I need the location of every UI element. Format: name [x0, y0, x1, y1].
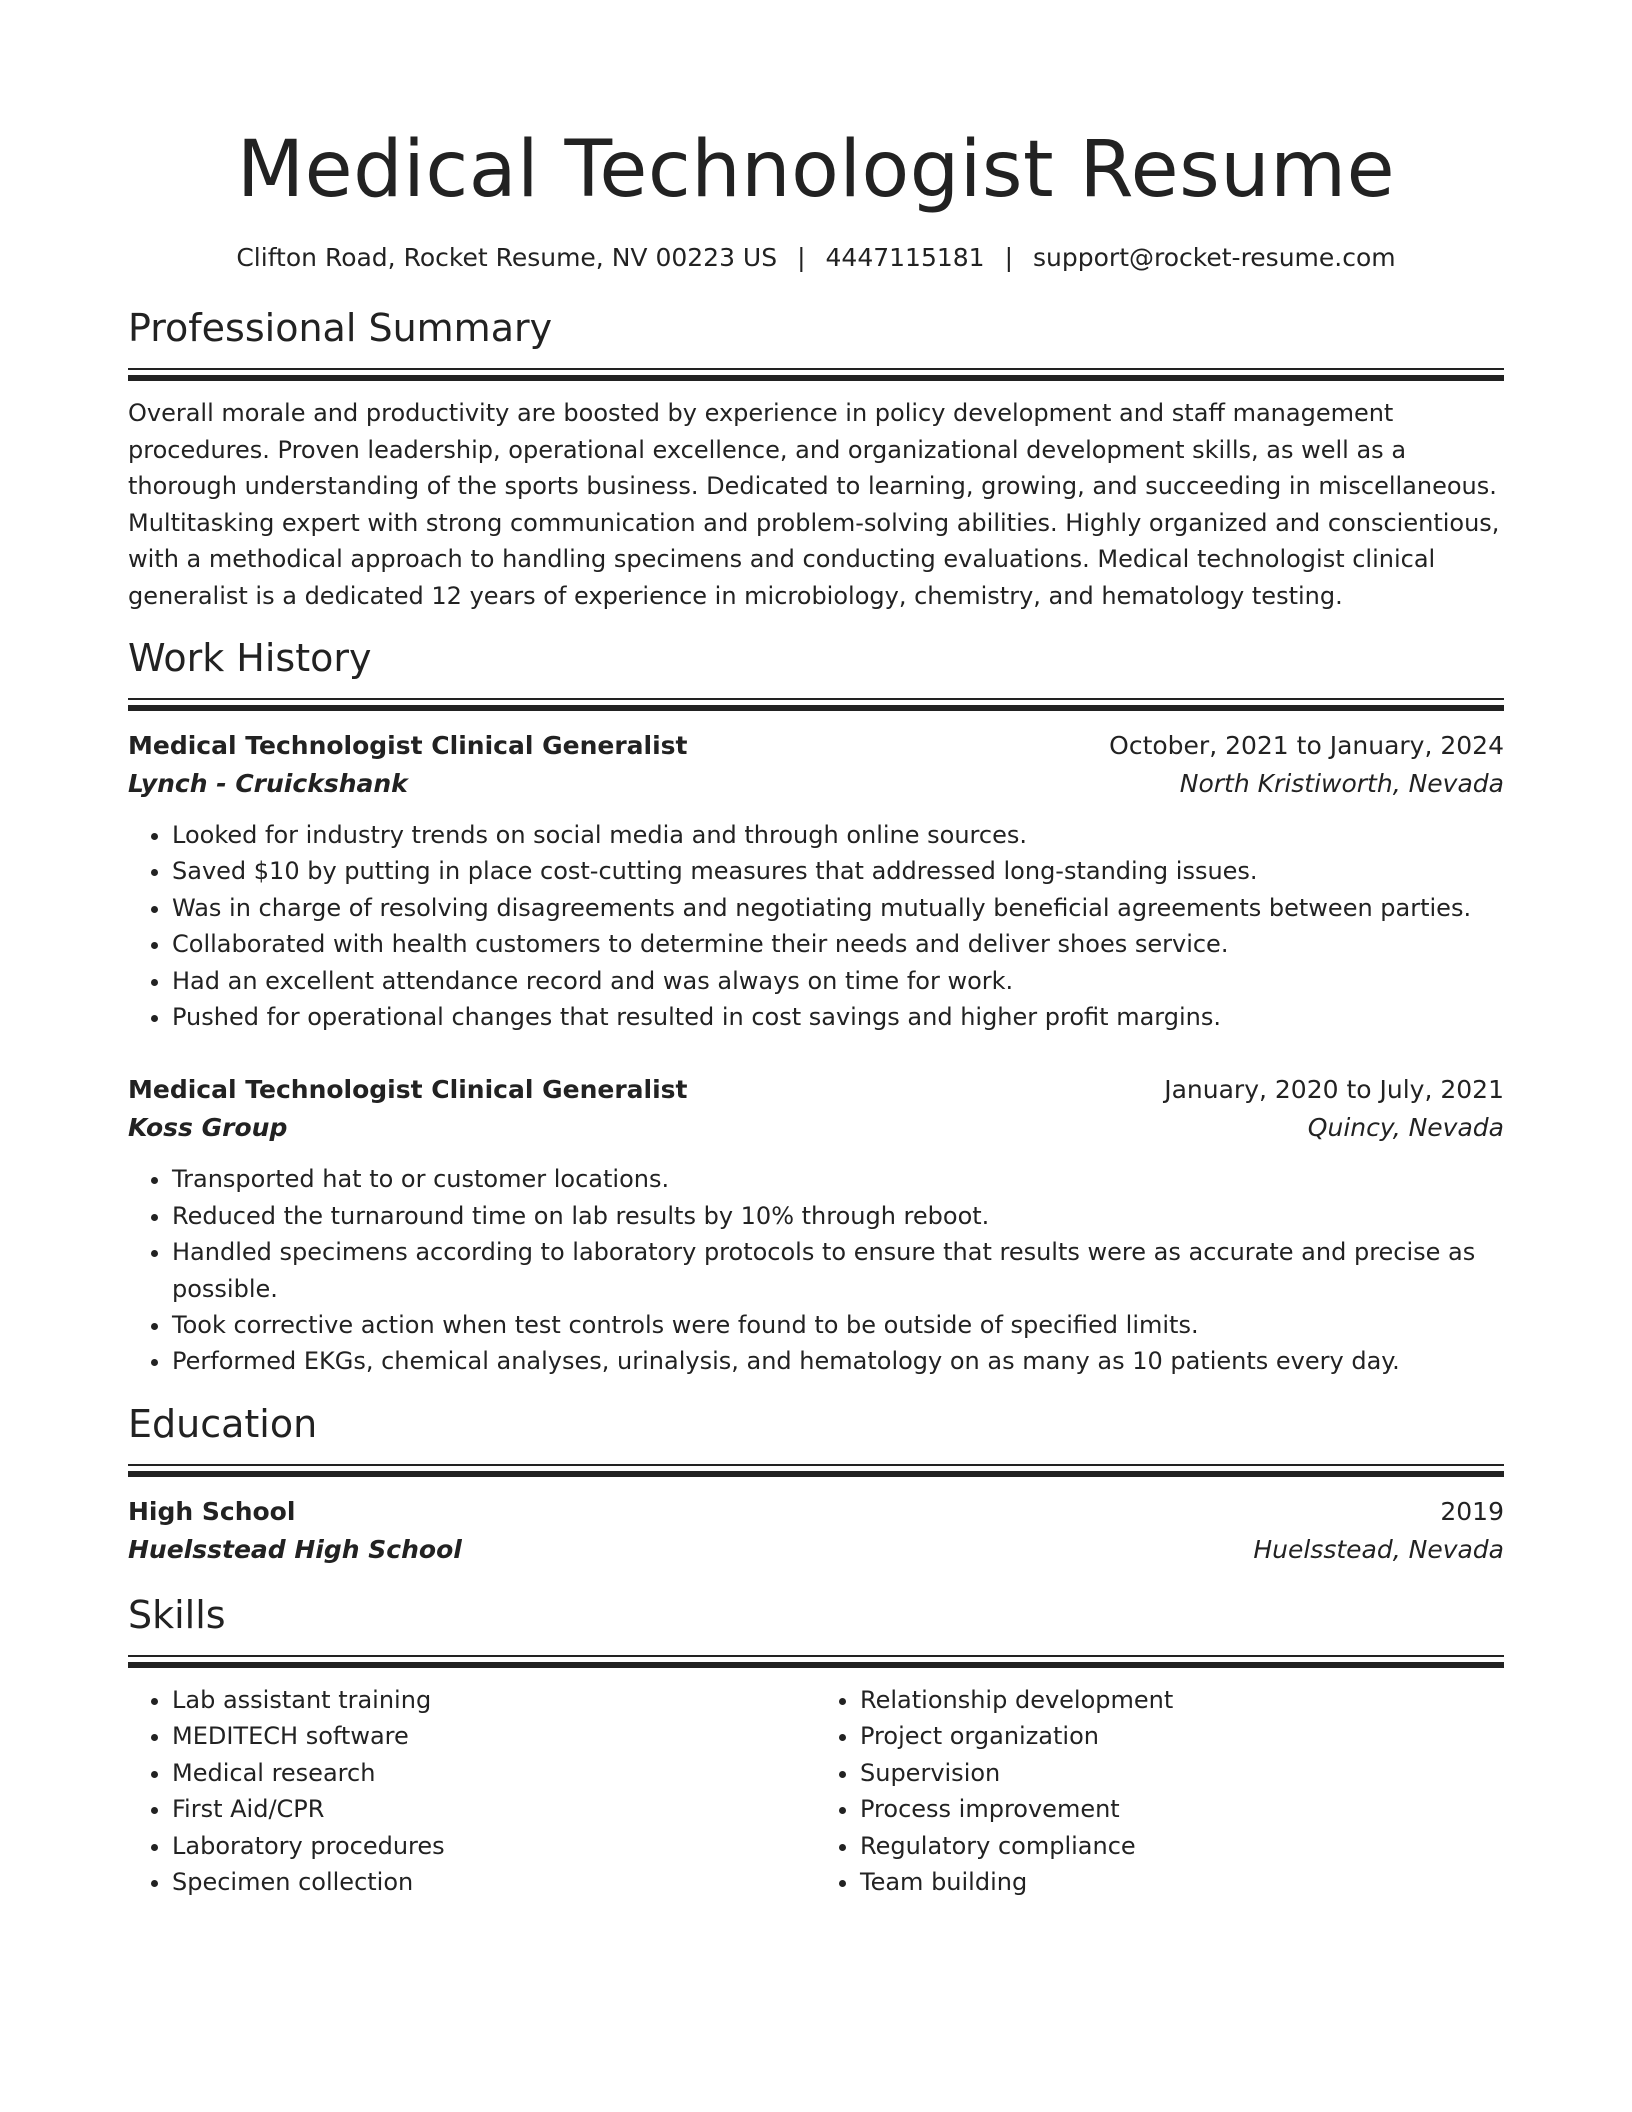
- education-year: 2019: [1440, 1496, 1504, 1526]
- job-bullet: • Had an excellent attendance record and was always on time for work.: [172, 963, 1504, 999]
- education-entry: [128, 1493, 1504, 1569]
- section-title-skills: Skills: [128, 1592, 226, 1637]
- skills-section-header: [128, 1589, 1504, 1668]
- skill-item: • Medical research: [172, 1755, 816, 1791]
- resume-title: Medical Technologist Resume: [236, 125, 1396, 215]
- work-section-header: [128, 632, 1504, 711]
- job-bullet: • Pushed for operational changes that resulted in cost savings and higher profit margins.: [172, 999, 1504, 1035]
- job-bullet: • Reduced the turnaround time on lab results by 10% through reboot.: [172, 1198, 1504, 1234]
- section-divider: [128, 1655, 1504, 1668]
- job-bullet: • Saved $10 by putting in place cost-cutting measures that addressed long-standing issues.: [172, 853, 1504, 889]
- skill-item: • MEDITECH software: [172, 1718, 816, 1754]
- education-school-row: [128, 1531, 1504, 1569]
- job-company-row: [128, 765, 1504, 803]
- job-entry: [128, 727, 1504, 1035]
- contact-email: support@rocket-resume.com: [1033, 243, 1396, 272]
- job-dates: January, 2020 to July, 2021: [1164, 1075, 1504, 1105]
- skills-list: [128, 1682, 1504, 1900]
- job-bullet: • Took corrective action when test controls were found to be outside of specified limits.: [172, 1307, 1504, 1343]
- contact-line: [128, 240, 1504, 276]
- job-bullets: [128, 1161, 1504, 1379]
- job-title: Medical Technologist Clinical Generalist: [128, 1075, 688, 1105]
- job-bullet: • Handled specimens according to laboratory protocols to ensure that results were as accurate and precise as possible.: [172, 1234, 1504, 1307]
- job-location: North Kristiworth, Nevada: [1179, 769, 1504, 798]
- contact-separator: |: [797, 243, 806, 272]
- education-location: Huelsstead, Nevada: [1253, 1534, 1504, 1564]
- section-title-work: Work History: [128, 636, 372, 680]
- skill-item: • Supervision: [860, 1755, 1504, 1791]
- job-company: Lynch - Cruickshank: [128, 769, 408, 798]
- summary-section-header: [128, 302, 1504, 381]
- job-bullet: • Collaborated with health customers to determine their needs and deliver shoes service.: [172, 926, 1504, 962]
- skills-column-left: [128, 1682, 816, 1900]
- job-company: Koss Group: [128, 1113, 288, 1143]
- job-bullet: • Was in charge of resolving disagreements and negotiating mutually beneficial agreements between parties.: [172, 890, 1504, 926]
- section-title-summary: Professional Summary: [128, 306, 553, 350]
- job-title: Medical Technologist Clinical Generalist: [128, 731, 688, 760]
- skill-item: • First Aid/CPR: [172, 1791, 816, 1827]
- skills-column-right: [816, 1682, 1504, 1900]
- job-bullets: [128, 817, 1504, 1035]
- education-degree: High School: [128, 1496, 296, 1526]
- skill-item: • Project organization: [860, 1718, 1504, 1754]
- skill-item: • Team building: [860, 1864, 1504, 1900]
- contact-separator: |: [1004, 243, 1014, 272]
- contact-address: Clifton Road, Rocket Resume, NV 00223 US: [236, 243, 778, 272]
- job-header-row: [128, 727, 1504, 765]
- job-bullet: • Transported hat to or customer locations.: [172, 1161, 1504, 1197]
- job-dates: October, 2021 to January, 2024: [1109, 731, 1504, 760]
- job-company-row: [128, 1109, 1504, 1147]
- education-school: Huelsstead High School: [128, 1534, 462, 1564]
- section-divider: [128, 698, 1504, 711]
- education-header-row: [128, 1493, 1504, 1531]
- section-title-education: Education: [128, 1401, 318, 1446]
- job-header-row: [128, 1071, 1504, 1109]
- contact-phone: 4447115181: [825, 243, 985, 272]
- skill-item: • Relationship development: [860, 1682, 1504, 1718]
- section-divider: [128, 1464, 1504, 1477]
- summary-text: Overall morale and productivity are boosted by experience in policy development and staff management procedures. Proven leadership, operational excellence, and organizational development skills, as well as a thorough understanding of the sports business. Dedicated to learning, growing, and succeeding in miscellaneous. Multitasking expert with strong communication and problem-solving abilities. Highly organized and conscientious, with a methodical approach to handling specimens and conducting evaluations. Medical technologist clinical generalist is a dedicated 12 years of experience in microbiology, chemistry, and hematology testing.: [128, 399, 1500, 610]
- skill-item: • Regulatory compliance: [860, 1828, 1504, 1864]
- section-divider: [128, 368, 1504, 381]
- education-section-header: [128, 1398, 1504, 1477]
- job-entry: [128, 1071, 1504, 1379]
- job-bullet: • Looked for industry trends on social media and through online sources.: [172, 817, 1504, 853]
- skill-item: • Specimen collection: [172, 1864, 816, 1900]
- skill-item: • Laboratory procedures: [172, 1828, 816, 1864]
- skill-item: • Lab assistant training: [172, 1682, 816, 1718]
- job-bullet: • Performed EKGs, chemical analyses, urinalysis, and hematology on as many as 10 patients every day.: [172, 1343, 1504, 1379]
- job-location: Quincy, Nevada: [1307, 1113, 1504, 1143]
- skill-item: • Process improvement: [860, 1791, 1504, 1827]
